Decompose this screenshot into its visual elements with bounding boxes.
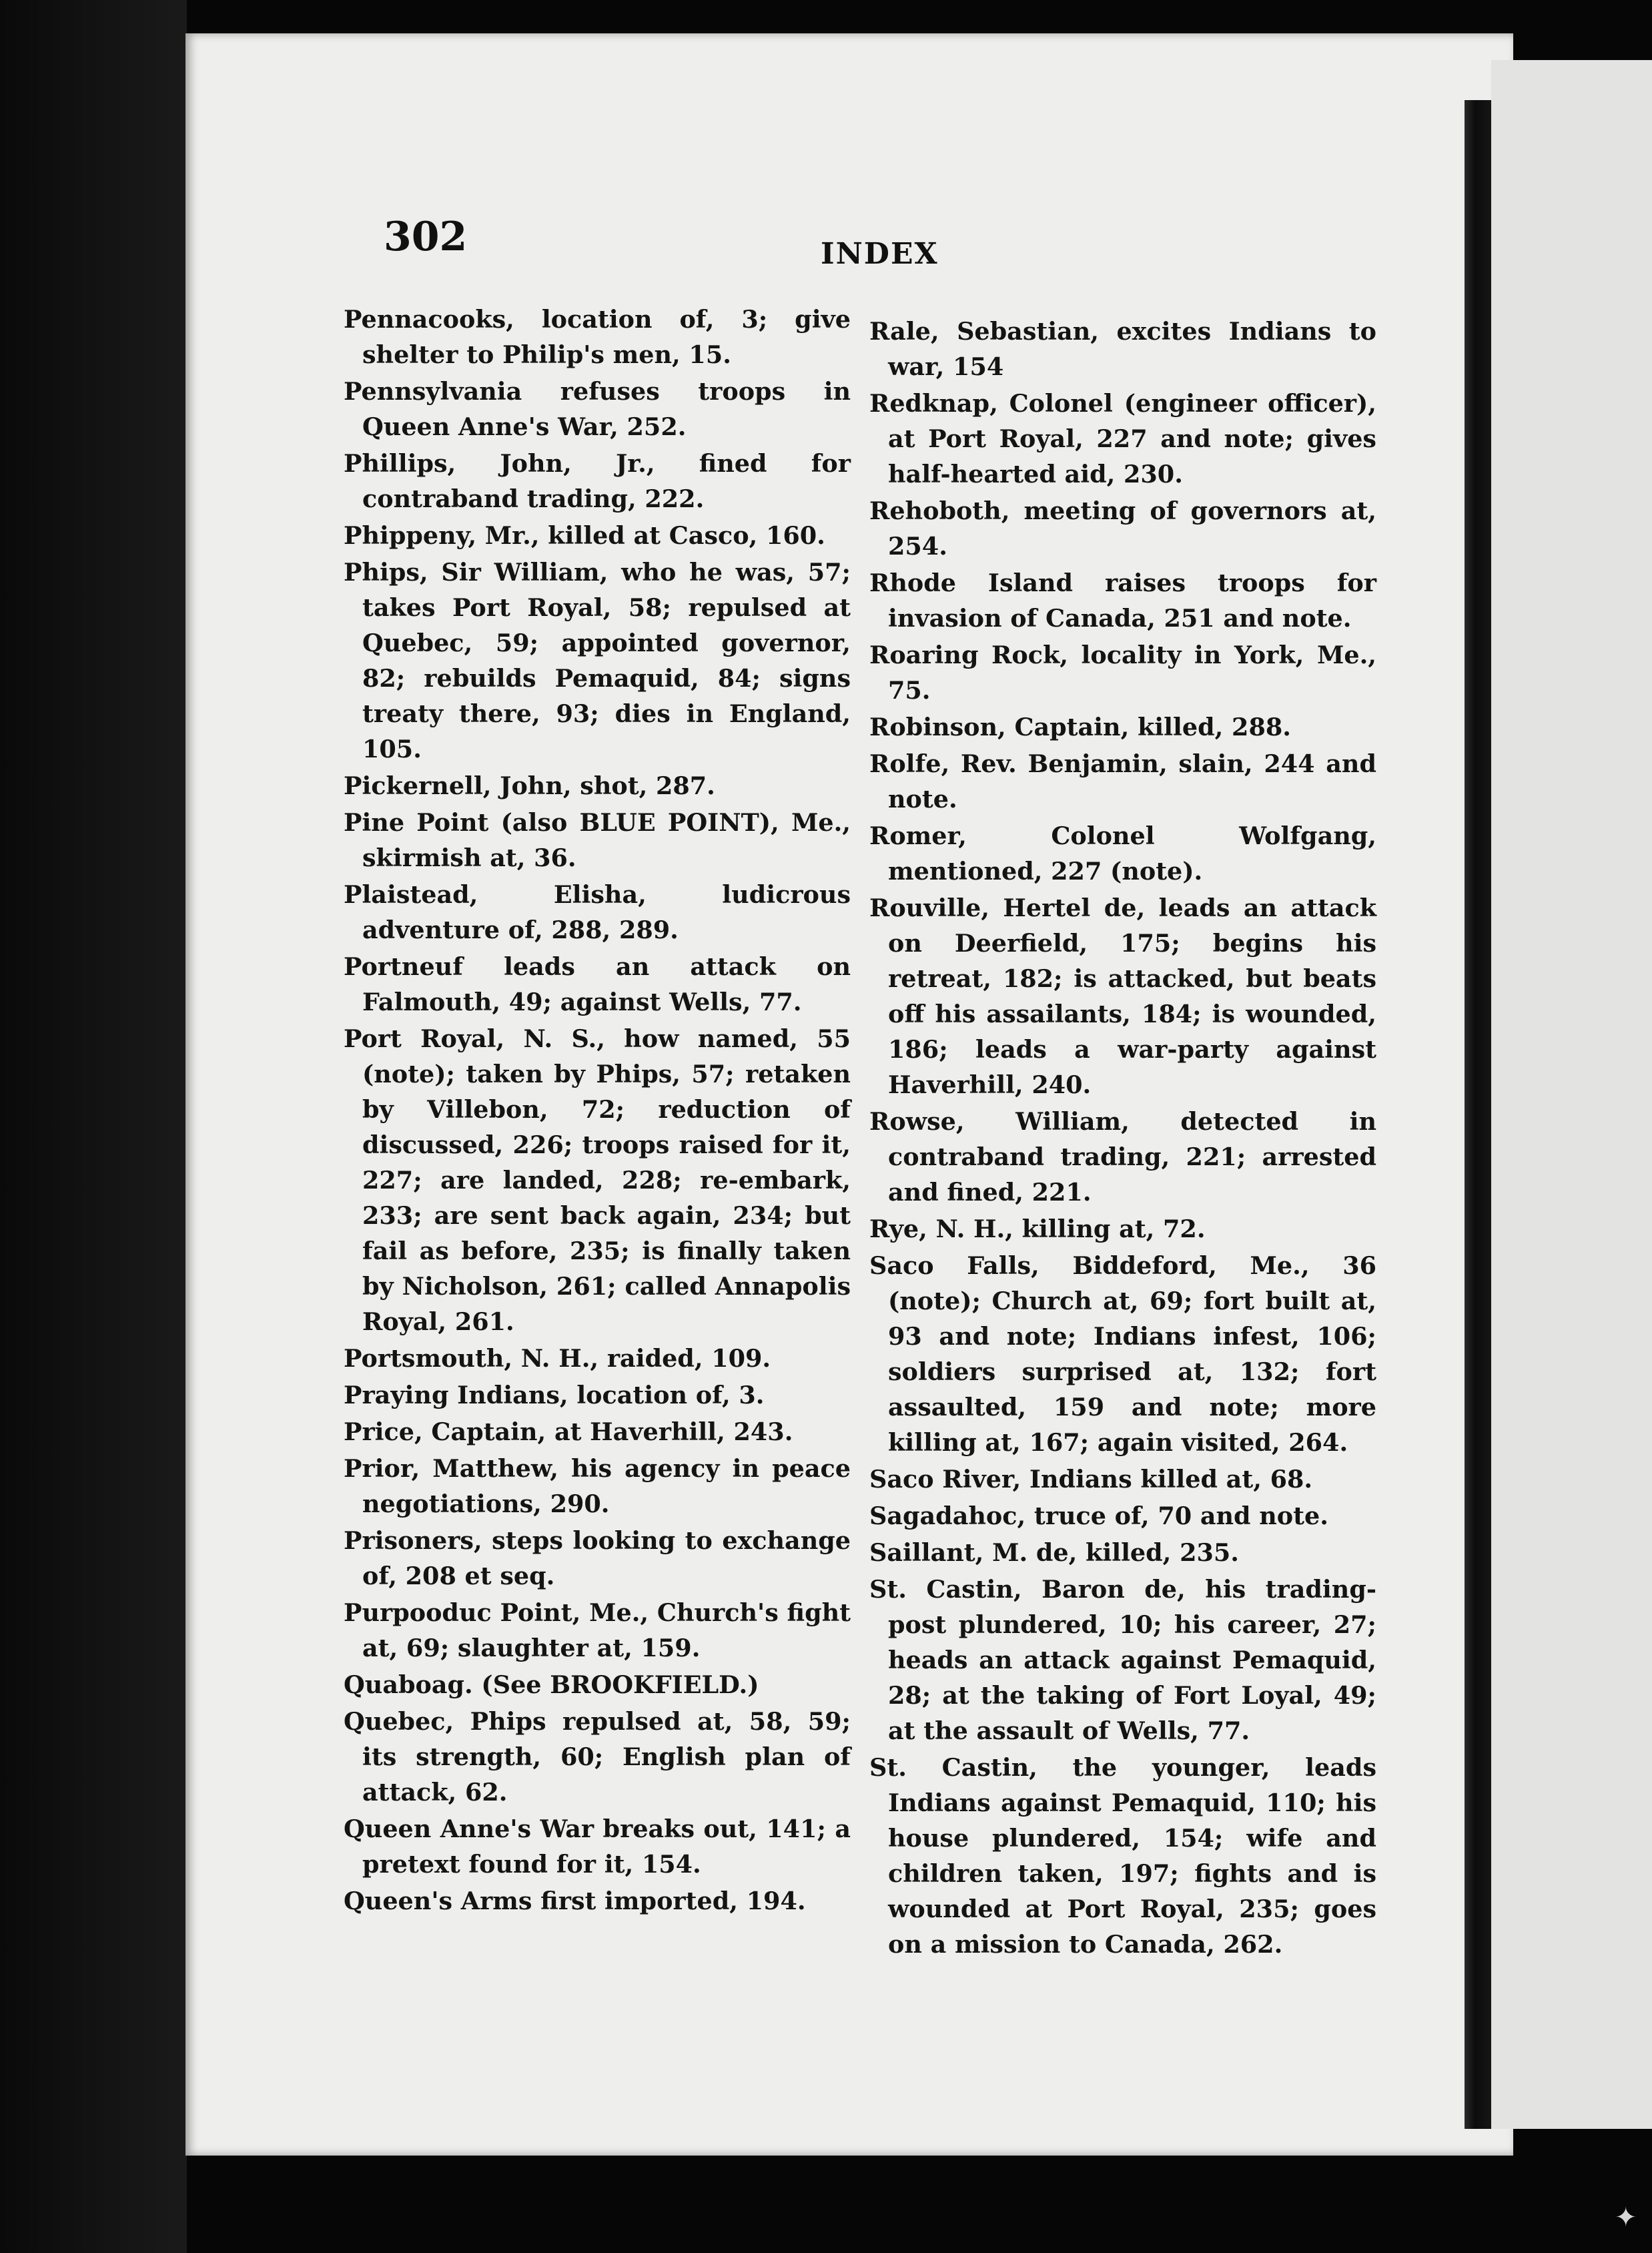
index-entry: Pennsylvania refuses troops in Queen Anne's War, 252. — [344, 377, 851, 441]
index-entry: Purpooduc Point, Me., Church's fight at, 69; slaughter at, 159. — [344, 1598, 851, 1662]
page-number: 302 — [384, 214, 468, 260]
page-gutter — [1465, 100, 1491, 2129]
index-entry: Phippeny, Mr., killed at Casco, 160. — [344, 521, 825, 550]
index-entry: Saco Falls, Biddeford, Me., 36 (note); Church at, 69; fort built at, 93 and note; Indians infest, 106; soldiers surprised at, 132; fort assaulted, 159 and note; more killing at, 167; again visited, 264. — [869, 1251, 1376, 1457]
index-entry: Queen Anne's War breaks out, 141; a pretext found for it, 154. — [344, 1815, 851, 1879]
index-entry: Port Royal, N. S., how named, 55 (note); taken by Phips, 57; retaken by Villebon, 72; reduction of discussed, 226; troops raised for it, 227; are landed, 228; re-embark, 233; are sent back again, 234; but fail as before, 235; is finally taken by Nicholson, 261; called Annapolis Royal, 261. — [344, 1024, 851, 1336]
index-column-right — [869, 314, 1376, 1963]
index-entry: Quaboag. (See BROOKFIELD.) — [344, 1670, 759, 1699]
index-entry: Phillips, John, Jr., fined for contraband trading, 222. — [344, 449, 851, 513]
index-entry: Pine Point (also BLUE POINT), Me., skirmish at, 36. — [344, 808, 851, 872]
index-entry: Roaring Rock, locality in York, Me., 75. — [869, 641, 1376, 705]
index-entry: Rowse, William, detected in contraband trading, 221; arrested and fined, 221. — [869, 1107, 1376, 1207]
index-entry: Portsmouth, N. H., raided, 109. — [344, 1344, 771, 1373]
facing-page-edge — [1491, 60, 1652, 2129]
index-entry: Price, Captain, at Haverhill, 243. — [344, 1417, 793, 1446]
index-entry: Saillant, M. de, killed, 235. — [869, 1538, 1239, 1567]
index-entry: St. Castin, the younger, leads Indians against Pemaquid, 110; his house plundered, 154; wife and children taken, 197; fights and is wounded at Port Royal, 235; goes on a mission to Canada, 262. — [869, 1753, 1376, 1959]
index-entry: Rale, Sebastian, excites Indians to war, 154 — [869, 317, 1376, 381]
book-spine-shadow — [0, 0, 187, 2253]
index-entry: Sagadahoc, truce of, 70 and note. — [869, 1502, 1328, 1530]
index-entry: Plaistead, Elisha, ludicrous adventure of, 288, 289. — [344, 880, 851, 944]
index-entry: Pennacooks, location of, 3; give shelter to Philip's men, 15. — [344, 305, 851, 369]
index-entry: Rye, N. H., killing at, 72. — [869, 1215, 1206, 1243]
index-entry: St. Castin, Baron de, his trading-post plundered, 10; his career, 27; heads an attack against Pemaquid, 28; at the taking of Fort Loyal, 49; at the assault of Wells, 77. — [869, 1575, 1376, 1745]
index-entry: Praying Indians, location of, 3. — [344, 1381, 765, 1409]
index-entry: Prior, Matthew, his agency in peace negotiations, 290. — [344, 1454, 851, 1518]
index-entry: Saco River, Indians killed at, 68. — [869, 1465, 1313, 1494]
index-entry: Pickernell, John, shot, 287. — [344, 771, 715, 800]
index-entry: Prisoners, steps looking to exchange of, 208 et seq. — [344, 1526, 851, 1590]
index-entry: Queen's Arms first imported, 194. — [344, 1887, 806, 1915]
index-entry: Rolfe, Rev. Benjamin, slain, 244 and note. — [869, 749, 1376, 814]
index-entry: Redknap, Colonel (engineer officer), at Port Royal, 227 and note; gives half-hearted aid, 230. — [869, 389, 1376, 489]
index-entry: Rehoboth, meeting of governors at, 254. — [869, 497, 1376, 561]
index-entry: Rhode Island raises troops for invasion of Canada, 251 and note. — [869, 569, 1376, 633]
index-column-left — [344, 302, 851, 1920]
corner-scan-mark: ✦ — [1615, 2202, 1637, 2233]
index-entry: Robinson, Captain, killed, 288. — [869, 713, 1291, 741]
index-entry: Phips, Sir William, who he was, 57; takes Port Royal, 58; repulsed at Quebec, 59; appointed governor, 82; rebuilds Pemaquid, 84; signs treaty there, 93; dies in England, 105. — [344, 558, 851, 763]
index-entry: Portneuf leads an attack on Falmouth, 49; against Wells, 77. — [344, 952, 851, 1016]
index-entry: Romer, Colonel Wolfgang, mentioned, 227 (note). — [869, 822, 1376, 886]
index-entry: Quebec, Phips repulsed at, 58, 59; its strength, 60; English plan of attack, 62. — [344, 1707, 851, 1807]
index-entry: Rouville, Hertel de, leads an attack on Deerfield, 175; begins his retreat, 182; is attacked, but beats off his assailants, 184; is wounded, 186; leads a war-party against Haverhill, 240. — [869, 894, 1376, 1099]
running-head: INDEX — [821, 237, 939, 271]
